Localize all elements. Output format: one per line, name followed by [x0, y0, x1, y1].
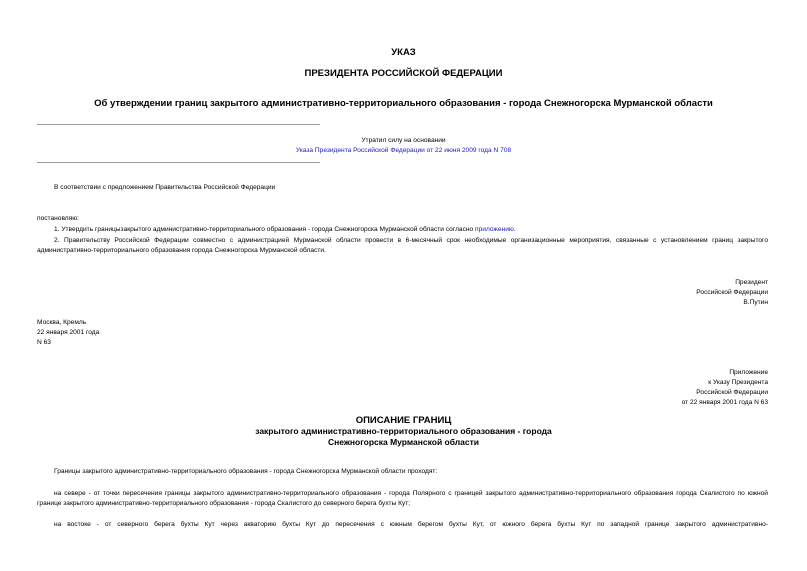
document-subtitle: ПРЕЗИДЕНТА РОССИЙСКОЙ ФЕДЕРАЦИИ: [304, 68, 503, 79]
item-1-end: .: [513, 226, 516, 233]
signature-title: Президент: [735, 279, 768, 286]
appendix-link[interactable]: приложению: [475, 226, 514, 233]
description-title: ОПИСАНИЕ ГРАНИЦ: [355, 415, 452, 426]
document-heading: Об утверждении границ закрытого административно-территориального образования - города Снежногорска Мурманской области: [94, 98, 713, 109]
description-subtitle-1: закрытого административно-территориального образования - города: [255, 426, 552, 436]
status-line: Утратил силу на основании: [361, 137, 446, 144]
appendix-rf: Российской Федерации: [696, 389, 768, 396]
repeal-decree-link[interactable]: Указа Президента Российской Федерации от 22 июня 2009 года N 708: [295, 147, 512, 154]
divider-top: [37, 124, 320, 125]
description-north: на севере - от точки пересечения границы закрытого административно-территориального образования - города Полярного с границей закрытого административно-территориального образования города Скалистого по южной границе закрытого административно-территориального образования - города Скалистого до северного берега бухты Кут;: [37, 490, 768, 508]
document-title: УКАЗ: [391, 47, 416, 58]
preamble-text: В соответствии с предложением Правительства Российской Федерации: [54, 184, 276, 191]
description-subtitle-2: Снежногорска Мурманской области: [327, 437, 480, 447]
appendix-label: Приложение: [729, 369, 768, 376]
appendix-date: от 22 января 2001 года N 63: [681, 399, 768, 406]
appendix-to: к Указу Президента: [708, 379, 768, 386]
decree-word: постановляю:: [37, 215, 80, 222]
description-east: на востоке - от северного берега бухты Кут через акваторию бухты Кут до пересечения с южным берегом бухты Кут, от южного берега бухты Кут по западной границе закрытого административно-: [54, 521, 768, 528]
item-1: [54, 225, 516, 235]
decree-number: N 63: [37, 339, 51, 346]
item-2: 2. Правительству Российской Федерации совместно с администрацией Мурманской области провести в 6-месячный срок необходимые организационные мероприятия, связанные с установлением границ закрытого административно-территориального образования города Снежногорска Мурманской области.: [37, 237, 768, 255]
item-1-text: 1. Утвердить границызакрытого административно-территориального образования - города Снежногорска Мурманской области согласно: [54, 226, 476, 233]
place-text: Москва, Кремль: [37, 319, 87, 326]
signature-country: Российской Федерации: [696, 289, 768, 296]
date-text: 22 января 2001 года: [37, 329, 100, 336]
description-intro: Границы закрытого административно-территориального образования - города Снежногорска Мурманской области проходят:: [54, 468, 438, 475]
divider-bottom: [37, 162, 320, 163]
signature-name: В.Путин: [743, 299, 768, 306]
